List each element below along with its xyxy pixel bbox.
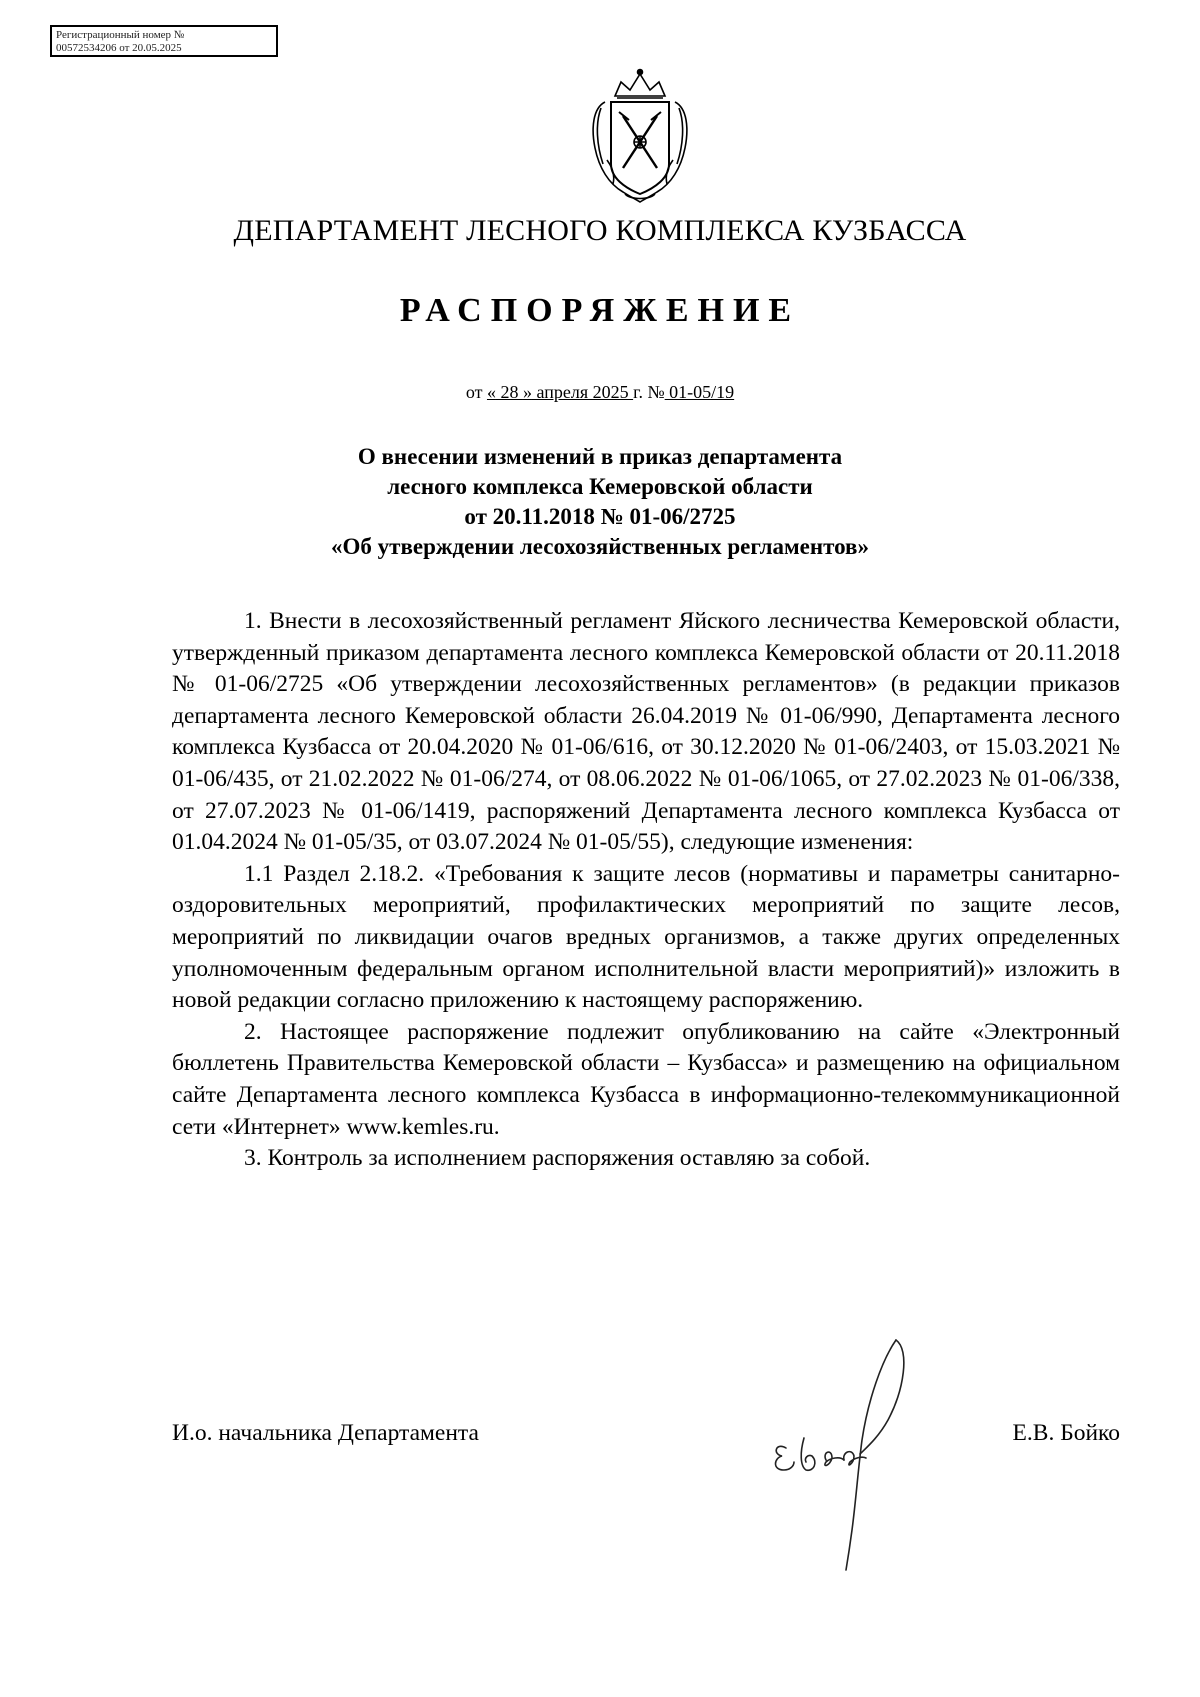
title-line-3: от 20.11.2018 № 01-06/2725 bbox=[464, 504, 736, 529]
date-month-year: апреля 2025 bbox=[531, 382, 634, 402]
date-from: от bbox=[465, 382, 483, 402]
date-close-quote: » bbox=[522, 382, 532, 402]
signatory-title: И.о. начальника Департамента bbox=[172, 1420, 479, 1446]
title-line-1: О внесении изменений в приказ департамента bbox=[357, 444, 843, 469]
document-number: 01-05/19 bbox=[664, 382, 735, 402]
registration-stamp bbox=[50, 25, 278, 57]
number-sign: № bbox=[647, 382, 665, 402]
paragraph-1-1: 1.1 Раздел 2.18.2. «Требования к защите лесов (нормативы и параметры санитарно-оздоровительных мероприятий, профилактических мероприятий по защите лесов, мероприятий по ликвидации очагов вредных организмов, а также других определенных уполномоченным федеральным органом исполнительной власти мероприятий)» изложить в новой редакции согласно приложению к настоящему распоряжению. bbox=[172, 860, 1120, 1014]
paragraph-1: 1. Внести в лесохозяйственный регламент Яйского лесничества Кемеровской области, утвержденный приказом департамента лесного комплекса Кемеровской области от 20.11.2018 № 01-06/2725 «Об утверждении лесохозяйственных регламентов» (в редакции приказов департамента лесного Кемеровской области 26.04.2019 № 01-06/990, Департамента лесного комплекса Кузбасса от 20.04.2020 № 01-06/616, от 30.12.2020 № 01-06/2403, от 15.03.2021 № 01-06/435, от 21.02.2022 № 01-06/274, от 08.06.2022 № 01-06/1065, от 27.02.2023 № 01-06/338, от 27.07.2023 № 01-06/1419, распоряжений Департамента лесного комплекса Кузбасса от 01.04.2024 № 01-05/35, от 03.07.2024 № 01-05/55), следующие изменения: bbox=[172, 608, 1120, 856]
paragraph-3: 3. Контроль за исполнением распоряжения оставляю за собой. bbox=[244, 1145, 871, 1172]
department-name: ДЕПАРТАМЕНТ ЛЕСНОГО КОМПЛЕКСА КУЗБАССА bbox=[233, 214, 967, 247]
registration-line-2: 00572534206 от 20.05.2025 bbox=[56, 42, 182, 54]
date-open-quote: « bbox=[486, 382, 496, 402]
document-date-line bbox=[0, 382, 1200, 403]
title-line-4: «Об утверждении лесохозяйственных регламентов» bbox=[331, 534, 869, 559]
date-year-suffix: г. bbox=[633, 382, 643, 402]
document-type: РАСПОРЯЖЕНИЕ bbox=[399, 292, 801, 329]
signatory-name: Е.В. Бойко bbox=[1012, 1420, 1120, 1446]
coat-of-arms-icon bbox=[585, 68, 695, 208]
document-title bbox=[0, 442, 1200, 562]
paragraph-2: 2. Настоящее распоряжение подлежит опубликованию на сайте «Электронный бюллетень Правительства Кемеровской области – Кузбасса» и размещению на официальном сайте Департамента лесного комплекса Кузбасса в информационно-телекоммуникационной сети «Интернет» www.kemles.ru. bbox=[172, 1018, 1120, 1140]
title-line-2: лесного комплекса Кемеровской области bbox=[387, 474, 813, 499]
handwritten-signature-icon bbox=[770, 1330, 970, 1580]
date-day: 28 bbox=[495, 382, 523, 402]
document-body bbox=[172, 606, 1120, 1175]
registration-line-1: Регистрационный номер № bbox=[56, 29, 185, 41]
